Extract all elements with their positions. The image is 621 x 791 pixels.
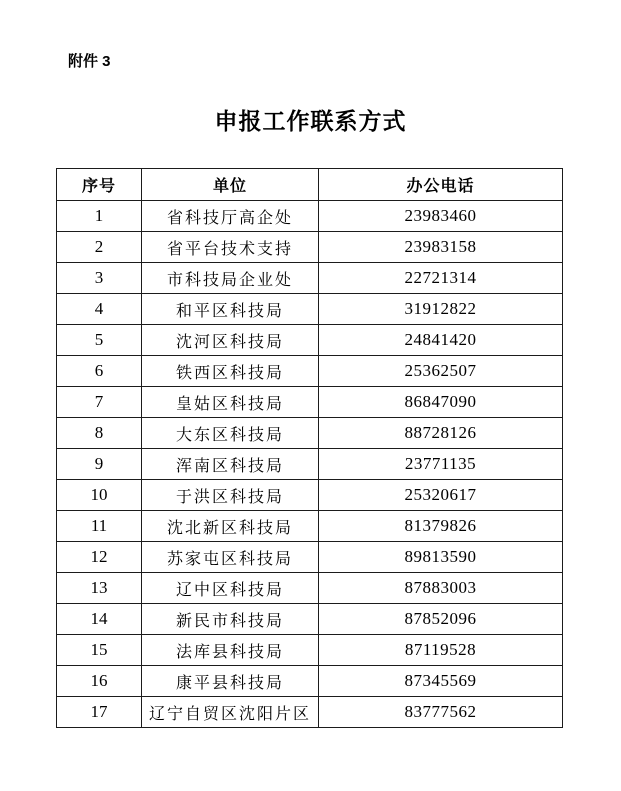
cell-index: 12 <box>57 542 142 573</box>
table-row <box>57 604 563 635</box>
cell-index: 5 <box>57 325 142 356</box>
cell-index: 10 <box>57 480 142 511</box>
cell-unit: 法库县科技局 <box>142 635 319 666</box>
column-header-phone: 办公电话 <box>319 169 563 201</box>
table-row <box>57 418 563 449</box>
table-row <box>57 542 563 573</box>
cell-phone: 25320617 <box>319 480 563 511</box>
cell-index: 9 <box>57 449 142 480</box>
column-header-unit: 单位 <box>142 169 319 201</box>
cell-unit: 康平县科技局 <box>142 666 319 697</box>
cell-unit: 省平台技术支持 <box>142 232 319 263</box>
cell-index: 11 <box>57 511 142 542</box>
cell-unit: 于洪区科技局 <box>142 480 319 511</box>
cell-unit: 和平区科技局 <box>142 294 319 325</box>
cell-unit: 辽中区科技局 <box>142 573 319 604</box>
cell-index: 3 <box>57 263 142 294</box>
cell-index: 13 <box>57 573 142 604</box>
table-row <box>57 232 563 263</box>
cell-unit: 沈河区科技局 <box>142 325 319 356</box>
cell-phone: 22721314 <box>319 263 563 294</box>
page-title: 申报工作联系方式 <box>214 109 407 134</box>
cell-phone: 23983158 <box>319 232 563 263</box>
table-row <box>57 635 563 666</box>
cell-unit: 大东区科技局 <box>142 418 319 449</box>
cell-phone: 87119528 <box>319 635 563 666</box>
cell-phone: 81379826 <box>319 511 563 542</box>
table-row <box>57 480 563 511</box>
cell-phone: 88728126 <box>319 418 563 449</box>
cell-index: 6 <box>57 356 142 387</box>
cell-index: 1 <box>57 201 142 232</box>
table-row <box>57 263 563 294</box>
column-header-index: 序号 <box>57 169 142 201</box>
cell-phone: 83777562 <box>319 697 563 728</box>
cell-phone: 87883003 <box>319 573 563 604</box>
cell-index: 14 <box>57 604 142 635</box>
cell-index: 15 <box>57 635 142 666</box>
cell-index: 7 <box>57 387 142 418</box>
table-row <box>57 449 563 480</box>
cell-unit: 苏家屯区科技局 <box>142 542 319 573</box>
cell-unit: 辽宁自贸区沈阳片区 <box>142 697 319 728</box>
cell-phone: 87852096 <box>319 604 563 635</box>
cell-unit: 皇姑区科技局 <box>142 387 319 418</box>
cell-index: 16 <box>57 666 142 697</box>
table-body <box>57 201 563 728</box>
cell-unit: 新民市科技局 <box>142 604 319 635</box>
table-row <box>57 325 563 356</box>
cell-unit: 省科技厅高企处 <box>142 201 319 232</box>
cell-index: 17 <box>57 697 142 728</box>
table-row <box>57 666 563 697</box>
cell-index: 8 <box>57 418 142 449</box>
cell-index: 2 <box>57 232 142 263</box>
table-row <box>57 697 563 728</box>
attachment-label: 附件 3 <box>68 53 111 70</box>
cell-index: 4 <box>57 294 142 325</box>
cell-phone: 87345569 <box>319 666 563 697</box>
cell-phone: 23771135 <box>319 449 563 480</box>
table-row <box>57 294 563 325</box>
cell-unit: 沈北新区科技局 <box>142 511 319 542</box>
cell-phone: 24841420 <box>319 325 563 356</box>
cell-phone: 23983460 <box>319 201 563 232</box>
cell-phone: 86847090 <box>319 387 563 418</box>
table-row <box>57 573 563 604</box>
cell-phone: 25362507 <box>319 356 563 387</box>
table-row <box>57 511 563 542</box>
contact-table <box>56 168 563 728</box>
cell-unit: 铁西区科技局 <box>142 356 319 387</box>
table-row <box>57 356 563 387</box>
cell-unit: 浑南区科技局 <box>142 449 319 480</box>
table-row <box>57 201 563 232</box>
table-row <box>57 387 563 418</box>
cell-phone: 31912822 <box>319 294 563 325</box>
cell-phone: 89813590 <box>319 542 563 573</box>
cell-unit: 市科技局企业处 <box>142 263 319 294</box>
table-header-row <box>57 169 563 201</box>
